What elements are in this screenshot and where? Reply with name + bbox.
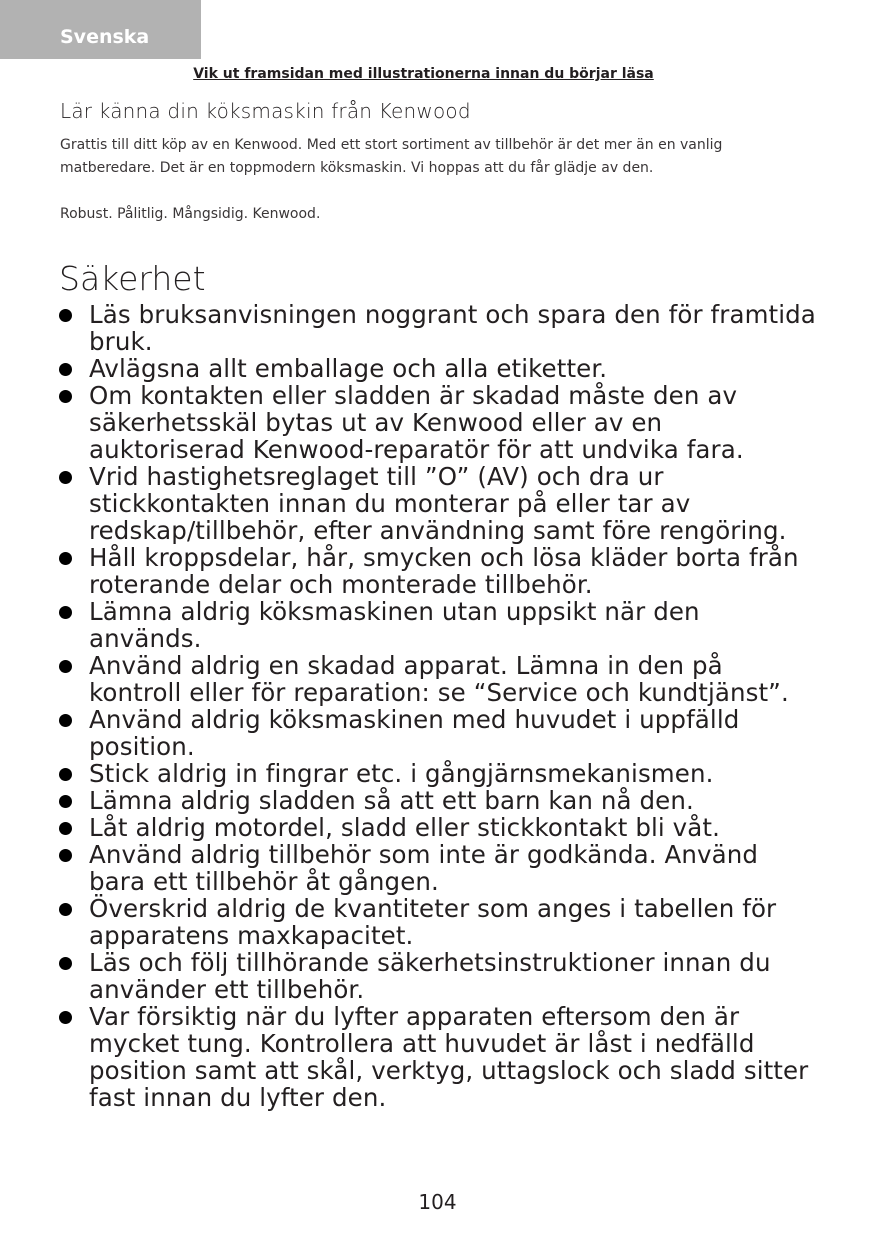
safety-item: [59, 301, 819, 355]
paragraph-spacer: [60, 180, 795, 203]
safety-item-text: Avlägsna allt emballage och alla etiketter.: [89, 354, 608, 383]
safety-item-text: Lämna aldrig sladden så att ett barn kan nå den.: [89, 786, 694, 815]
bullet-icon: [59, 903, 72, 916]
safety-item-text: Läs bruksanvisningen noggrant och spara den för framtida bruk.: [89, 300, 816, 356]
bullet-icon: [59, 822, 72, 835]
safety-item: [59, 355, 819, 382]
bullet-icon: [59, 768, 72, 781]
safety-item-text: Låt aldrig motordel, sladd eller stickkontakt bli våt.: [89, 813, 720, 842]
intro-paragraph: Grattis till ditt köp av en Kenwood. Med ett stort sortiment av tillbehör är det mer än en vanlig matberedare. Det är en toppmodern köksmaskin. Vi hoppas att du får glädje av den.: [60, 137, 723, 176]
safety-item-text: Använd aldrig köksmaskinen med huvudet i uppfälld position.: [89, 705, 740, 761]
safety-item: [59, 814, 819, 841]
bullet-icon: [59, 849, 72, 862]
bullet-icon: [59, 1011, 72, 1024]
safety-item-text: Håll kroppsdelar, hår, smycken och lösa kläder borta från roterande delar och monterade tillbehör.: [89, 543, 799, 599]
safety-item: [59, 598, 819, 652]
bullet-icon: [59, 390, 72, 403]
safety-item: [59, 760, 819, 787]
safety-item-text: Överskrid aldrig de kvantiteter som anges i tabellen för apparatens maxkapacitet.: [89, 894, 777, 950]
bullet-icon: [59, 957, 72, 970]
bullet-icon: [59, 795, 72, 808]
bullet-icon: [59, 471, 72, 484]
safety-item-text: Använd aldrig en skadad apparat. Lämna in den på kontroll eller för reparation: se “Service och kundtjänst”.: [89, 651, 789, 707]
safety-item: [59, 544, 819, 598]
safety-item-text: Var försiktig när du lyfter apparaten eftersom den är mycket tung. Kontrollera att huvudet är låst i nedfälld position samt att skål, verktyg, uttagslock och sladd sitter fast innan du lyfter den.: [89, 1002, 809, 1112]
bullet-icon: [59, 606, 72, 619]
intro-body: [60, 134, 795, 226]
safety-item-text: Använd aldrig tillbehör som inte är godkända. Använd bara ett tillbehör åt gången.: [89, 840, 758, 896]
safety-item: [59, 706, 819, 760]
safety-item-text: Stick aldrig in fingrar etc. i gångjärnsmekanismen.: [89, 759, 714, 788]
safety-item-text: Lämna aldrig köksmaskinen utan uppsikt när den används.: [89, 597, 700, 653]
safety-item: [59, 787, 819, 814]
bullet-icon: [59, 660, 72, 673]
safety-title: Säkerhet: [59, 259, 206, 298]
safety-list: [59, 301, 819, 1111]
intro-title: Lär känna din köksmaskin från Kenwood: [60, 99, 471, 123]
fold-out-notice: Vik ut framsidan med illustrationerna innan du börjar läsa: [193, 66, 654, 82]
safety-item: [59, 463, 819, 544]
safety-item: [59, 1003, 819, 1111]
safety-item: [59, 382, 819, 463]
safety-item: [59, 652, 819, 706]
page-number: 104: [418, 1190, 457, 1214]
bullet-icon: [59, 714, 72, 727]
safety-item-text: Läs och följ tillhörande säkerhetsinstruktioner innan du använder ett tillbehör.: [89, 948, 771, 1004]
safety-item: [59, 841, 819, 895]
bullet-icon: [59, 363, 72, 376]
bullet-icon: [59, 552, 72, 565]
safety-item: [59, 949, 819, 1003]
safety-item-text: Om kontakten eller sladden är skadad måste den av säkerhetsskäl bytas ut av Kenwood eller av en auktoriserad Kenwood-reparatör för att undvika fara.: [89, 381, 744, 464]
bullet-icon: [59, 309, 72, 322]
safety-item-text: Vrid hastighetsreglaget till ”O” (AV) och dra ur stickkontakten innan du monterar på eller tar av redskap/tillbehör, efter användning samt före rengöring.: [89, 462, 787, 545]
safety-item: [59, 895, 819, 949]
intro-tagline: Robust. Pålitlig. Mångsidig. Kenwood.: [60, 206, 321, 222]
language-tab: Svenska: [0, 0, 201, 59]
